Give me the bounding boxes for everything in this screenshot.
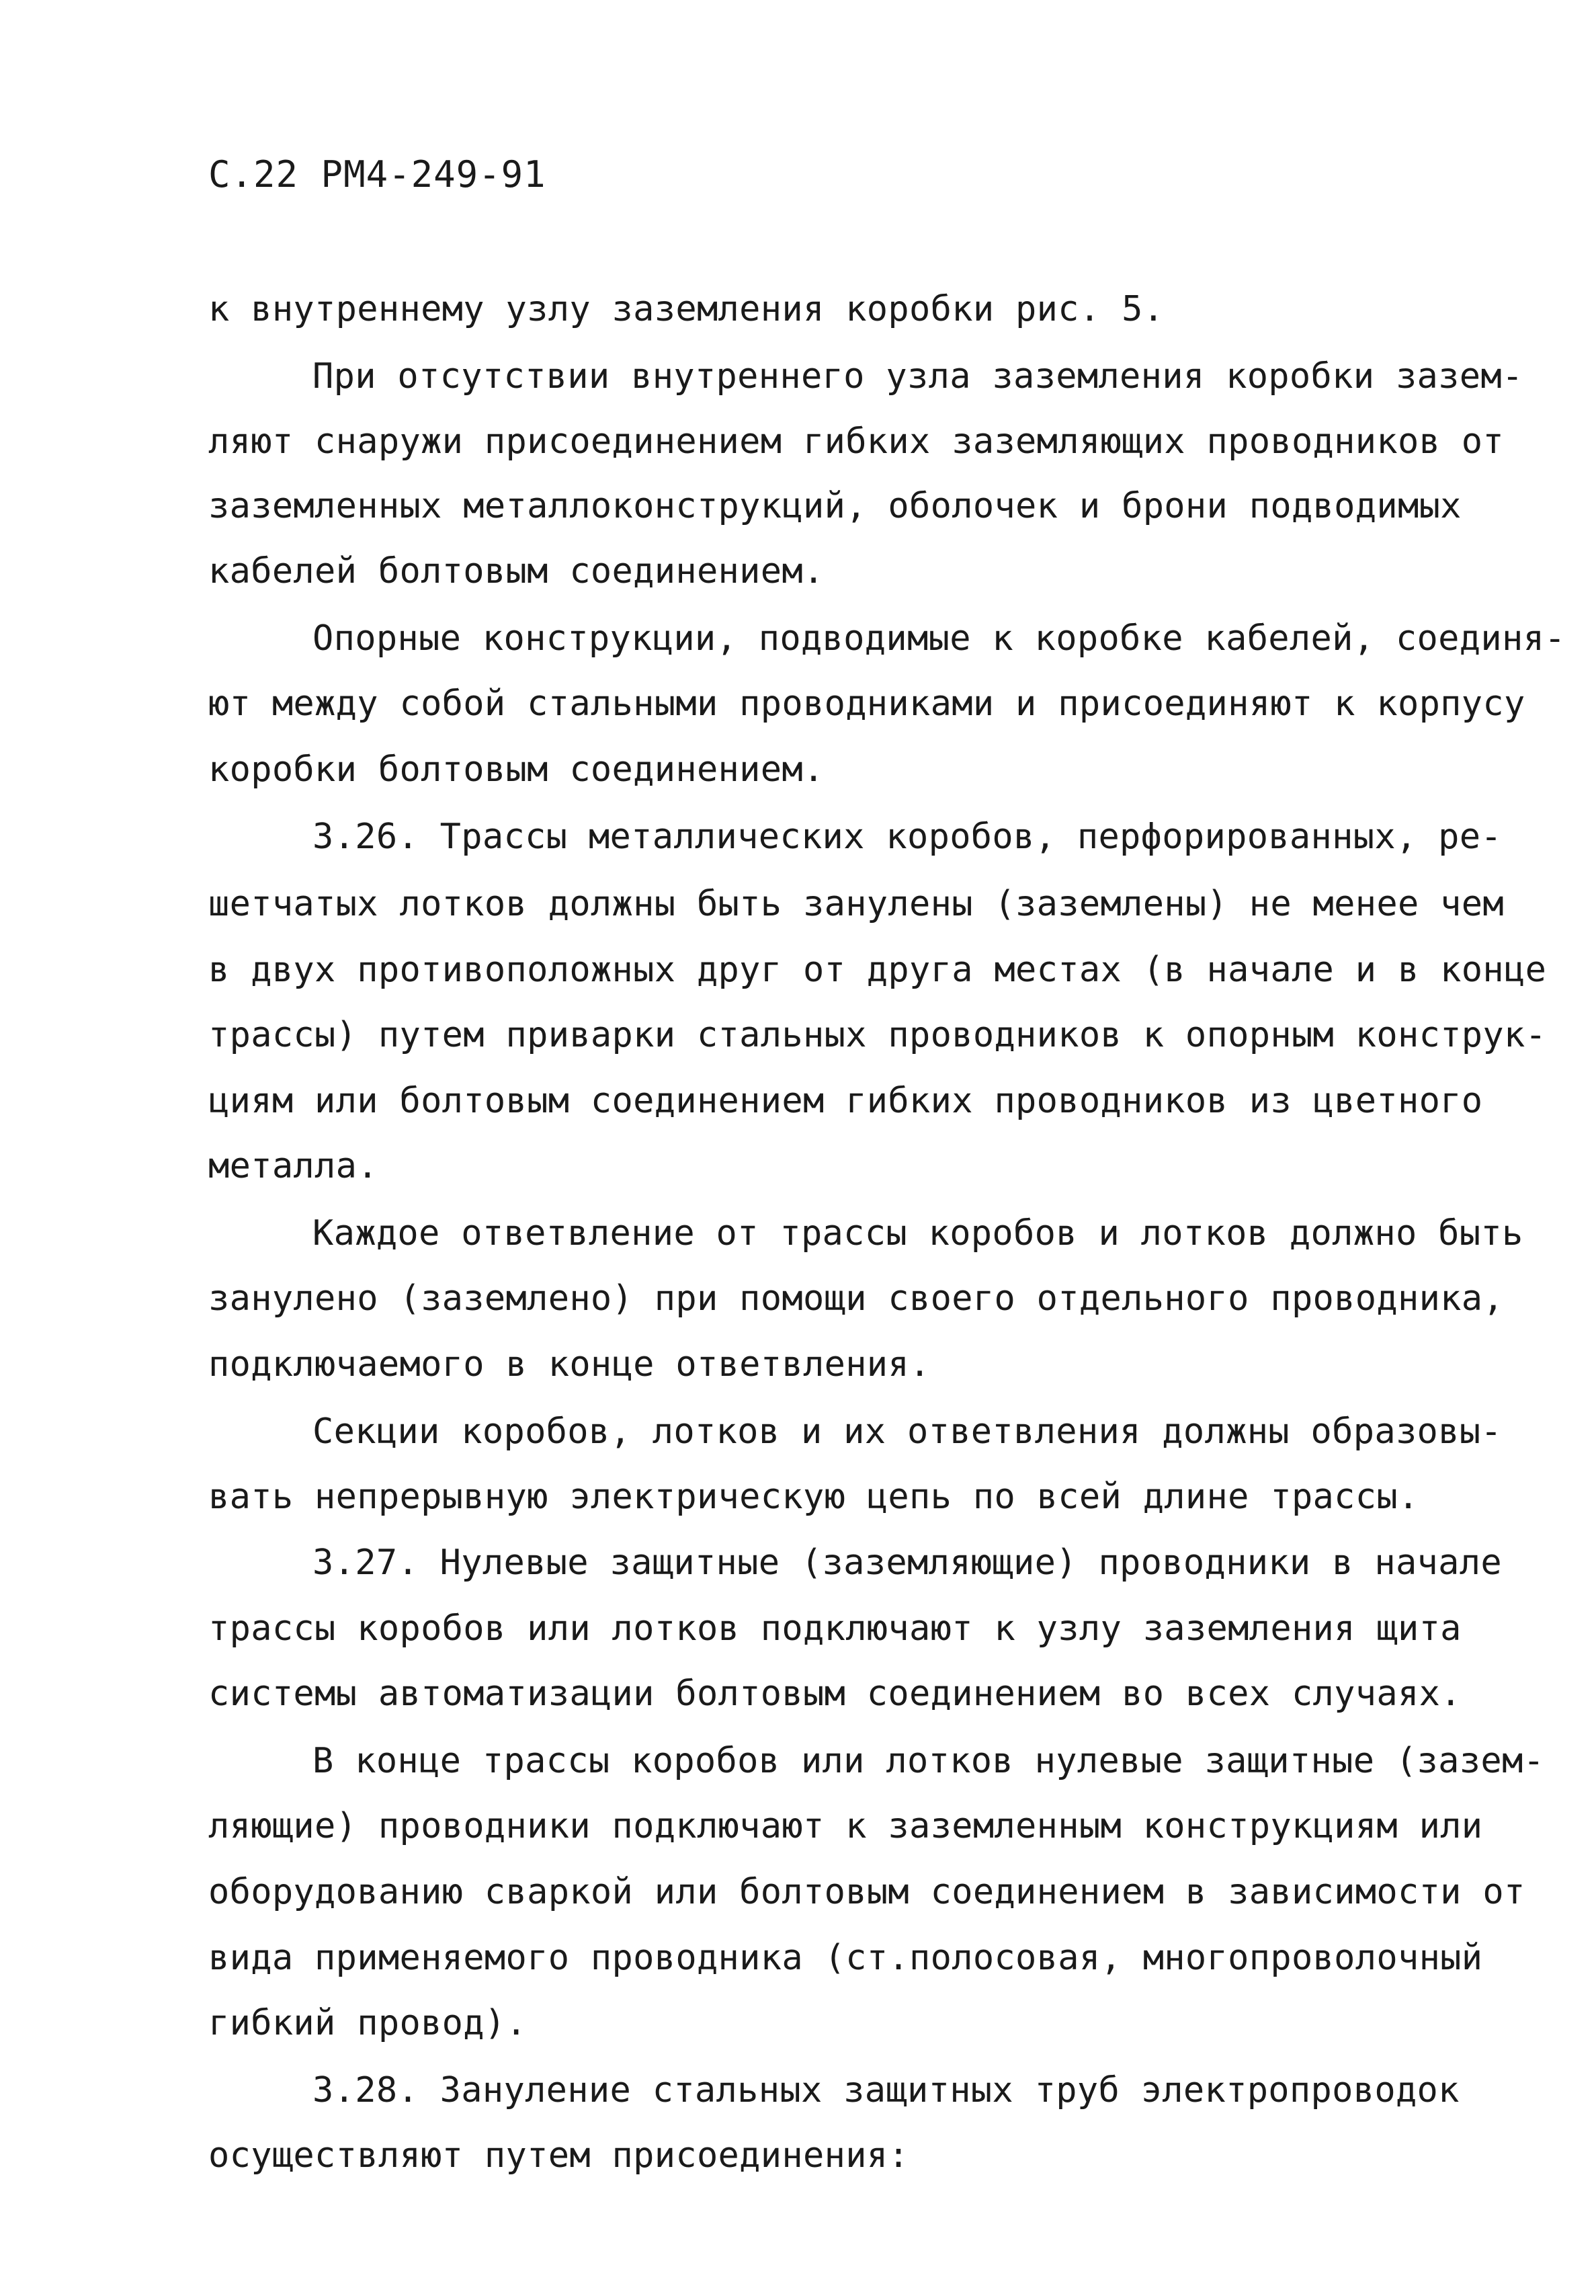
text-line: металла. <box>208 1146 378 1186</box>
text-line: Каждое ответвление от трассы коробов и лотков должно быть <box>312 1213 1523 1254</box>
text-line: гибкий провод). <box>208 2003 528 2043</box>
text-line: подключаемого в конце ответвления. <box>208 1344 931 1385</box>
text-line: осуществляют путем присоединения: <box>208 2135 910 2176</box>
text-line: трассы коробов или лотков подключают к узлу заземления щита <box>208 1608 1462 1649</box>
text-line: циям или болтовым соединением гибких проводников из цветного <box>208 1081 1483 1121</box>
text-line: кабелей болтовым соединением. <box>208 551 825 591</box>
text-line: заземленных металлоконструкций, оболочек и брони подводимых <box>208 486 1462 526</box>
text-line: Опорные конструкции, подводимые к коробке кабелей, соединя- <box>312 618 1566 659</box>
text-line: ют между собой стальными проводниками и присоединяют к корпусу <box>208 684 1525 724</box>
text-line: вать непрерывную электрическую цепь по всей длине трассы. <box>208 1477 1419 1517</box>
text-line: вида применяемого проводника (ст.полосовая, многопроволочный <box>208 1938 1483 1978</box>
text-line: оборудованию сваркой или болтовым соединением в зависимости от <box>208 1872 1525 1912</box>
text-line: ляющие) проводники подключают к заземленным конструкциям или <box>208 1806 1483 1846</box>
text-line: При отсутствии внутреннего узла заземления коробки зазем- <box>312 356 1523 397</box>
text-line: 3.27. Нулевые защитные (заземляющие) проводники в начале <box>312 1543 1502 1583</box>
text-line: занулено (заземлено) при помощи своего отдельного проводника, <box>208 1278 1505 1319</box>
text-line: 3.28. Зануление стальных защитных труб электропроводок <box>312 2070 1460 2110</box>
text-line: коробки болтовым соединением. <box>208 749 825 790</box>
text-line: шетчатых лотков должны быть занулены (заземлены) не менее чем <box>208 884 1505 924</box>
text-line: трассы) путем приварки стальных проводников к опорным конструк- <box>208 1015 1547 1055</box>
page-header: С.22 РМ4-249-91 <box>208 153 546 196</box>
text-line: 3.26. Трассы металлических коробов, перфорированных, ре- <box>312 817 1502 857</box>
text-line: ляют снаружи присоединением гибких заземляющих проводников от <box>208 421 1505 462</box>
text-line: системы автоматизации болтовым соединением во всех случаях. <box>208 1674 1462 1714</box>
text-line: в двух противоположных друг от друга местах (в начале и в конце <box>208 950 1547 990</box>
text-line: Секции коробов, лотков и их ответвления должны образовы- <box>312 1411 1502 1452</box>
text-line: к внутреннему узлу заземления коробки рис. 5. <box>208 289 1165 329</box>
text-line: В конце трассы коробов или лотков нулевые защитные (зазем- <box>312 1741 1545 1781</box>
